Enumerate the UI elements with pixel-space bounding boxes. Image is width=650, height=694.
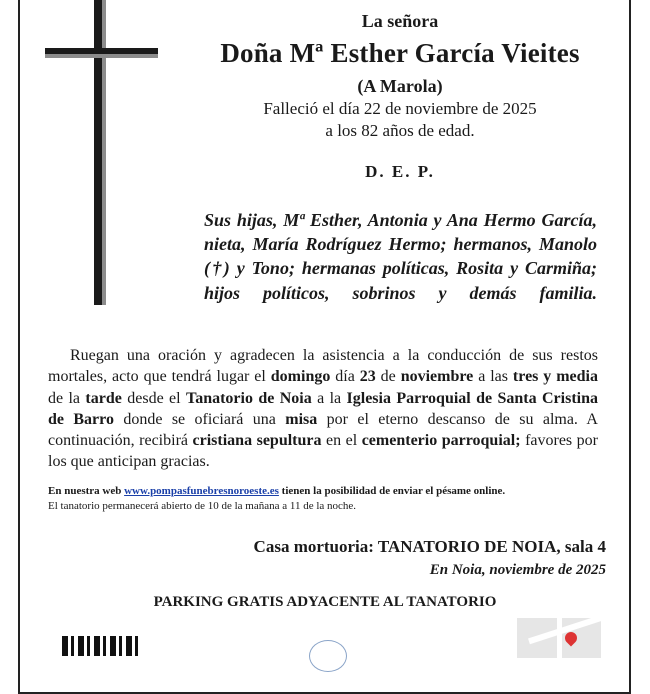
mortuary-location: Casa mortuoria: TANATORIO DE NOIA, sala 4 <box>253 537 606 556</box>
place-date: En Noia, noviembre de 2025 <box>429 562 606 578</box>
opening-hours: El tanatorio permanecerá abierto de 10 de la mañana a 11 de la noche. <box>48 500 357 512</box>
deceased-age: a los 82 años de edad. <box>325 121 475 140</box>
deceased-prefix: La señora <box>361 11 439 31</box>
funeral-details: Ruegan una oración y agradecen la asistencia a la conducción de sus restos mortales, acto que tendrá lugar el domingo día 23 de noviembre a las tres y media de la tarde desde el Tanatorio de Noia a la Iglesia Parroquial de Santa Cristina de Barro donde se oficiará una misa por el eterno descanso de su alma. A continuación, recibirá cristiana sepultura en el cementerio parroquial; favores por los que anticipan gracias. <box>48 347 599 471</box>
deceased-name: Doña Mª Esther García Vieites <box>220 38 580 68</box>
logo-icon <box>309 640 347 672</box>
family-list: Sus hijas, Mª Esther, Antonia y Ana Hermo García, nieta, María Rodríguez Hermo; hermanos, Manolo (†) y Tono; hermanas políticas, Rosita y Carmiña; hijos políticos, sobrinos y demás familia. <box>204 210 597 303</box>
deceased-alias: (A Marola) <box>357 76 443 96</box>
dep-text: D. E. P. <box>365 162 435 181</box>
qr-code-icon[interactable] <box>62 636 142 656</box>
map-icon[interactable] <box>517 618 601 658</box>
death-date: Falleció el día 22 de noviembre de 2025 <box>263 99 537 118</box>
web-notice: En nuestra web www.pompasfunebresnoroeste.es tienen la posibilidad de enviar el pésame online. <box>48 485 506 497</box>
parking-notice: PARKING GRATIS ADYACENTE AL TANATORIO <box>153 594 497 610</box>
website-link[interactable]: www.pompasfunebresnoroeste.es <box>124 485 279 497</box>
